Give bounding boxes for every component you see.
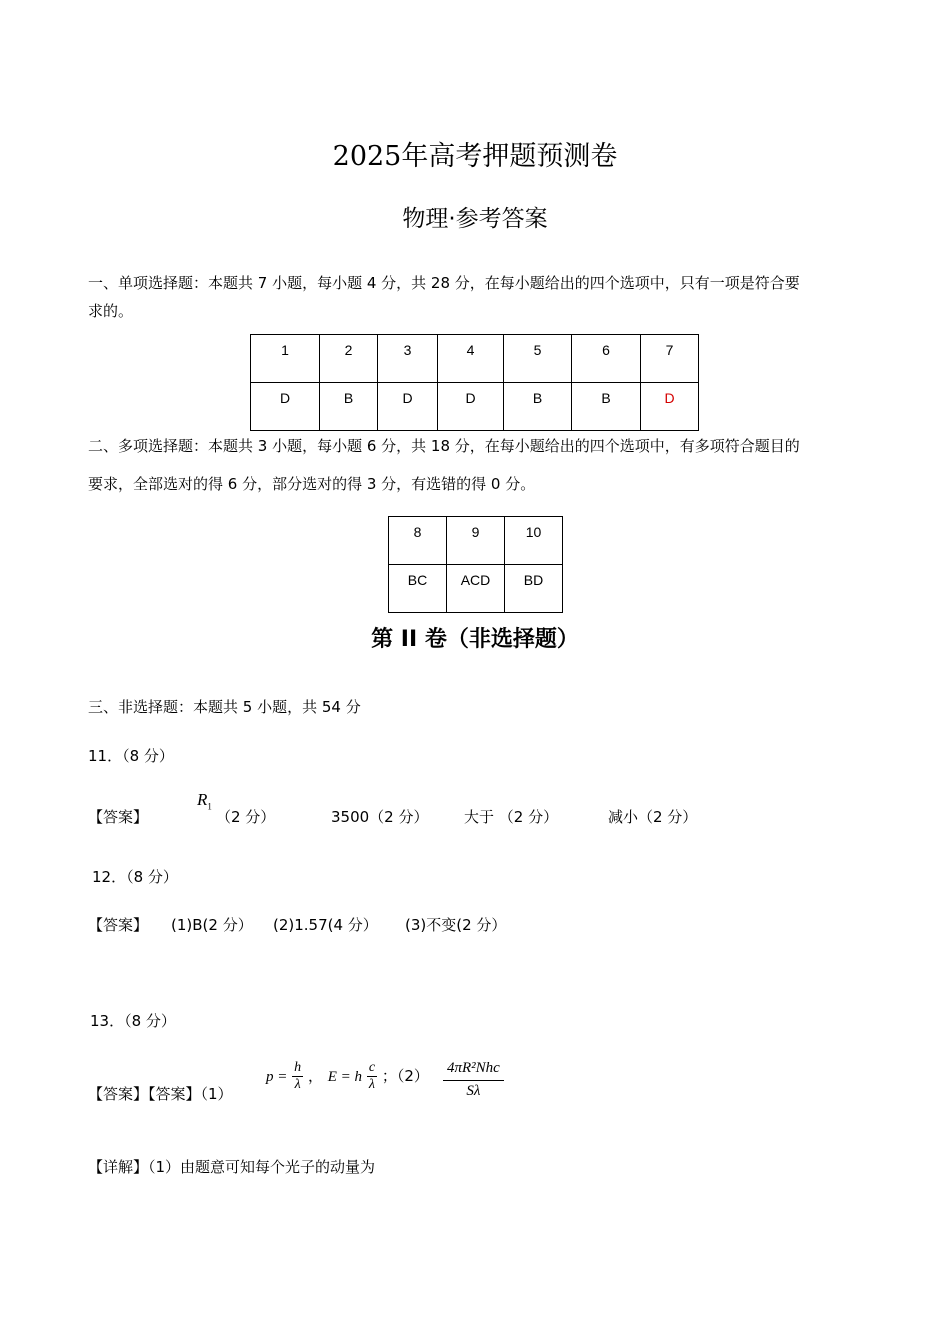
q11-answer-tag: 【答案】 xyxy=(88,808,149,826)
q12-answer-2: (2)1.57(4 分） xyxy=(273,916,378,934)
table-answer-row xyxy=(251,383,699,431)
q13-e-fraction xyxy=(367,1060,377,1093)
table-cell: D xyxy=(251,383,320,431)
table-cell: 8 xyxy=(389,517,447,565)
table-cell: 4 xyxy=(438,335,504,383)
table-cell: 3 xyxy=(378,335,438,383)
q13-p-eq: p = xyxy=(266,1069,288,1085)
table-cell: 9 xyxy=(447,517,505,565)
table-cell: 5 xyxy=(504,335,572,383)
q13-power-denominator: Sλ xyxy=(466,1083,481,1099)
table-cell: D xyxy=(438,383,504,431)
q11-answer-3: 大于 （2 分） xyxy=(464,808,559,826)
q11-answer-2: 3500（2 分） xyxy=(331,808,429,826)
table-cell: 1 xyxy=(251,335,320,383)
q13-detail: 【详解】（1）由题意可知每个光子的动量为 xyxy=(88,1158,376,1176)
q13-power-formula xyxy=(443,1058,504,1101)
q13-p-numerator: h xyxy=(294,1060,302,1075)
page-subtitle: 物理·参考答案 xyxy=(402,206,548,232)
section1-instructions-line1: 一、单项选择题：本题共 7 小题，每小题 4 分，共 28 分，在每小题给出的四个选项中，只有一项是符合要 xyxy=(88,274,800,292)
q13-semicolon: ；（2） xyxy=(381,1067,429,1085)
table-cell: B xyxy=(572,383,641,431)
q13-p-denominator: λ xyxy=(294,1077,301,1092)
table-cell: B xyxy=(320,383,378,431)
table-answer-row xyxy=(389,565,563,613)
multi-choice-answer-table xyxy=(388,516,563,613)
table-cell: BD xyxy=(505,565,563,613)
table-header-row xyxy=(251,335,699,383)
q11-resistor-symbol: $R_1$ xyxy=(197,790,212,812)
table-cell: D xyxy=(378,383,438,431)
table-cell: 7 xyxy=(641,335,699,383)
q13-power-numerator: 4πR²Nhc xyxy=(443,1058,504,1081)
q11-answer-4: 减小（2 分） xyxy=(608,808,698,826)
table-cell: 10 xyxy=(505,517,563,565)
q11-label: 11．（8 分） xyxy=(88,747,174,765)
section3-intro: 三、非选择题：本题共 5 小题，共 54 分 xyxy=(88,698,361,716)
q11-answer-1: （2 分） xyxy=(216,808,276,826)
section1-instructions-line2: 求的。 xyxy=(88,302,134,320)
q11-resistor-subscript: 1 xyxy=(207,801,212,812)
table-cell: B xyxy=(504,383,572,431)
part2-heading: 第 II 卷（非选择题） xyxy=(371,627,579,652)
section2-instructions-line2: 要求，全部选对的得 6 分，部分选对的得 3 分，有选错的得 0 分。 xyxy=(88,475,536,493)
q13-momentum-formula xyxy=(266,1060,429,1093)
q13-label: 13．（8 分） xyxy=(90,1012,176,1030)
q12-label: 12．（8 分） xyxy=(92,868,178,886)
table-cell-highlighted: D xyxy=(641,383,699,431)
table-header-row xyxy=(389,517,563,565)
q12-answer-1: (1)B(2 分） xyxy=(171,916,253,934)
q13-answer-tag: 【答案】【答案】（1） xyxy=(88,1085,233,1103)
table-cell: BC xyxy=(389,565,447,613)
single-choice-answer-table xyxy=(250,334,699,431)
page-title: 2025年高考押题预测卷 xyxy=(332,141,618,172)
q13-e-eq: E = h xyxy=(327,1069,363,1085)
q12-answer-tag: 【答案】 xyxy=(88,916,149,934)
table-cell: ACD xyxy=(447,565,505,613)
q13-p-fraction xyxy=(292,1060,303,1093)
table-cell: 2 xyxy=(320,335,378,383)
table-cell: 6 xyxy=(572,335,641,383)
section2-instructions-line1: 二、多项选择题：本题共 3 小题，每小题 6 分，共 18 分，在每小题给出的四个选项中，有多项符合题目的 xyxy=(88,437,800,455)
q13-e-numerator: c xyxy=(368,1060,376,1075)
q12-answer-3: (3)不变(2 分） xyxy=(405,916,507,934)
q13-comma: ， xyxy=(307,1067,323,1085)
q13-e-denominator: λ xyxy=(368,1077,375,1092)
q13-power-fraction xyxy=(443,1058,504,1101)
